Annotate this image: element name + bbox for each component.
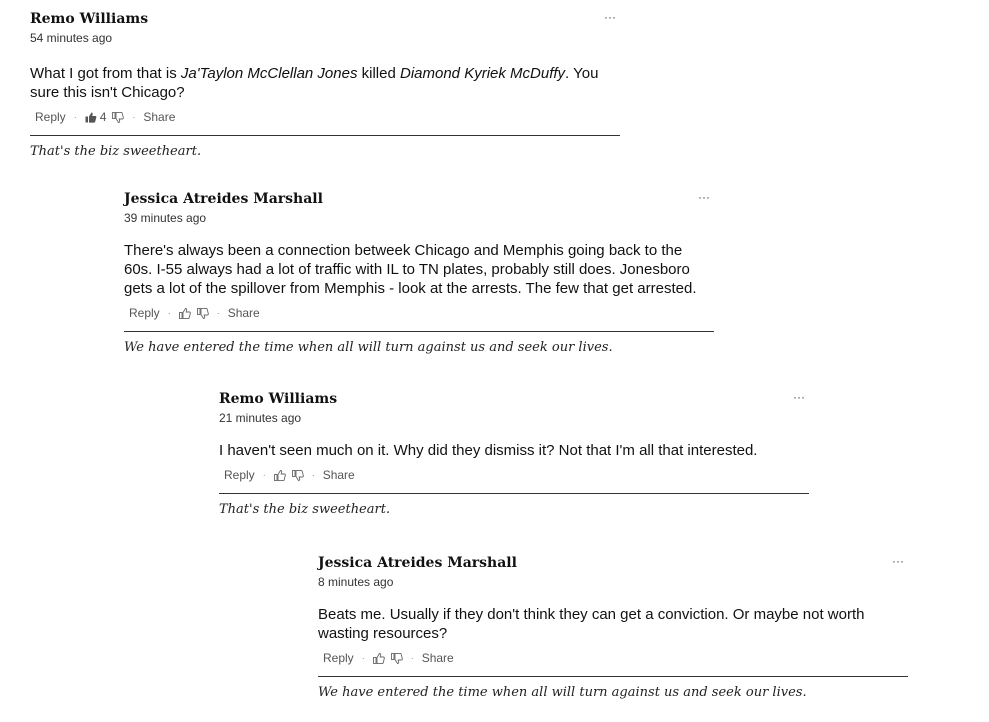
comment [124, 190, 714, 356]
signature-divider [219, 493, 809, 494]
comment-author[interactable]: Remo Williams [30, 11, 149, 27]
reply-button[interactable]: Reply [323, 651, 354, 665]
comment-author[interactable]: Remo Williams [219, 391, 338, 407]
user-signature: We have entered the time when all will turn against us and seek our lives. [124, 340, 613, 355]
more-options-icon[interactable]: ··· [604, 10, 616, 24]
share-button[interactable]: Share [143, 110, 176, 124]
reply-button[interactable]: Reply [129, 306, 160, 320]
comment [219, 390, 809, 518]
comment-body-italic: Ja'Taylon McClellan Jones [180, 65, 358, 82]
share-button[interactable]: Share [322, 468, 355, 482]
like-button[interactable] [179, 308, 191, 319]
comment-author[interactable]: Jessica Atreides Marshall [318, 555, 517, 571]
like-button[interactable] [274, 470, 286, 481]
comment-body: Beats me. Usually if they don't think they can get a conviction. Or maybe not worth wasting resources? [318, 606, 865, 642]
comment [30, 10, 620, 160]
comment-actions [323, 650, 908, 666]
comment [318, 554, 908, 701]
signature-divider [30, 135, 620, 136]
separator-dot: · [361, 653, 365, 663]
dislike-button[interactable] [112, 112, 124, 123]
comment-body-text: killed [357, 65, 400, 82]
dislike-button[interactable] [197, 308, 209, 319]
reply-button[interactable]: Reply [224, 468, 255, 482]
comment-actions [35, 109, 620, 125]
comment-actions [129, 305, 714, 321]
separator-dot: · [167, 308, 171, 318]
thumbs-down-icon [292, 470, 304, 481]
thumbs-up-icon [373, 653, 385, 664]
signature-divider [124, 331, 714, 332]
signature-divider [318, 676, 908, 677]
separator-dot: · [262, 470, 266, 480]
more-options-icon[interactable]: ··· [793, 390, 805, 404]
comment-timestamp: 54 minutes ago [30, 31, 113, 45]
comment-timestamp: 39 minutes ago [124, 211, 207, 225]
comment-timestamp: 21 minutes ago [219, 411, 302, 425]
more-options-icon[interactable]: ··· [892, 554, 904, 568]
comment-body: I haven't seen much on it. Why did they dismiss it? Not that I'm all that interested. [219, 442, 758, 459]
comment-timestamp: 8 minutes ago [318, 575, 394, 589]
dislike-button[interactable] [391, 653, 403, 664]
comment-body-italic: Diamond Kyriek McDuffy [400, 65, 566, 82]
like-button[interactable] [85, 110, 107, 124]
user-signature: That's the biz sweetheart. [219, 502, 391, 517]
share-button[interactable]: Share [227, 306, 260, 320]
user-signature: That's the biz sweetheart. [30, 144, 202, 159]
like-button[interactable] [373, 653, 385, 664]
separator-dot: · [132, 112, 136, 122]
thumbs-up-icon [179, 308, 191, 319]
separator-dot: · [73, 112, 77, 122]
user-signature: We have entered the time when all will turn against us and seek our lives. [318, 685, 807, 700]
comment-body-text: What I got from that is [30, 65, 181, 82]
separator-dot: · [311, 470, 315, 480]
comment-author[interactable]: Jessica Atreides Marshall [124, 191, 323, 207]
comment-body-text: . You sure this isn't Chicago? [30, 65, 599, 101]
more-options-icon[interactable]: ··· [698, 190, 710, 204]
comment-body: There's always been a connection betweek Chicago and Memphis going back to the 60s. I-55 always had a lot of traffic with IL to TN plates, probably still does. Jonesboro gets a lot of the spillover from Memphis - look at the arrests. The few that get arrested. [124, 242, 697, 297]
separator-dot: · [410, 653, 414, 663]
like-count: 4 [99, 110, 107, 124]
share-button[interactable]: Share [421, 651, 454, 665]
comment-body [30, 64, 620, 102]
thumbs-down-icon [197, 308, 209, 319]
dislike-button[interactable] [292, 470, 304, 481]
thumbs-down-icon [391, 653, 403, 664]
separator-dot: · [216, 308, 220, 318]
thumbs-up-icon [85, 112, 97, 123]
reply-button[interactable]: Reply [35, 110, 66, 124]
thumbs-down-icon [112, 112, 124, 123]
thumbs-up-icon [274, 470, 286, 481]
comment-actions [224, 467, 809, 483]
